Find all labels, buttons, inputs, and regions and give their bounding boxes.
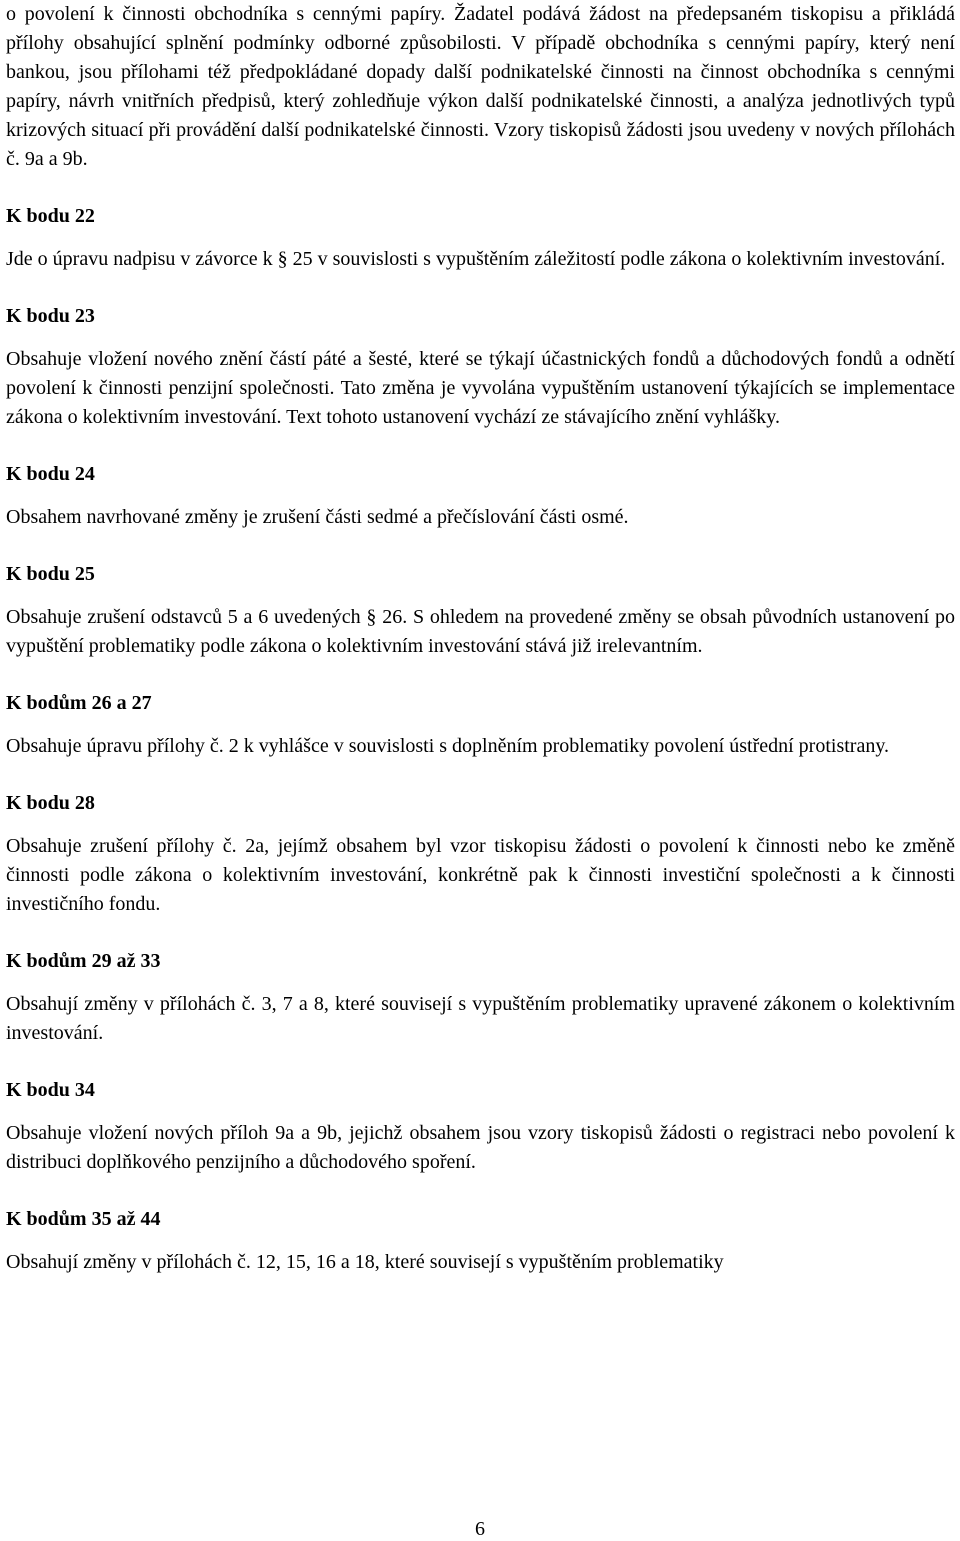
section-paragraph: Obsahují změny v přílohách č. 3, 7 a 8, které souvisejí s vypuštěním problematiky upravené zákonem o kolektivním investování.	[6, 993, 955, 1044]
section-paragraph: Obsahuje zrušení přílohy č. 2a, jejímž obsahem byl vzor tiskopisu žádosti o povolení k činnosti nebo ke změně činnosti podle zákona o kolektivním investování, konkrétně pak k činnosti investiční společnosti a k činnosti investičního fondu.	[6, 835, 955, 915]
section-heading: K bodům 29 až 33	[6, 950, 161, 972]
page-number: 6	[475, 1518, 485, 1540]
section-heading: K bodu 23	[6, 305, 95, 327]
section-paragraph: Obsahuje vložení nových příloh 9a a 9b, jejichž obsahem jsou vzory tiskopisů žádosti o registraci nebo povolení k distribuci doplňkového penzijního a důchodového spoření.	[6, 1122, 955, 1173]
section-paragraph: Obsahuje zrušení odstavců 5 a 6 uvedených § 26. S ohledem na provedené změny se obsah původních ustanovení po vypuštění problematiky podle zákona o kolektivním investování stává již irelevantním.	[6, 606, 955, 657]
section-paragraph: Obsahují změny v přílohách č. 12, 15, 16 a 18, které souvisejí s vypuštěním problematiky	[6, 1251, 724, 1273]
section-paragraph: Obsahem navrhované změny je zrušení části sedmé a přečíslování části osmé.	[6, 506, 629, 528]
intro-paragraph: o povolení k činnosti obchodníka s cennými papíry. Žadatel podává žádost na předepsaném tiskopisu a přikládá přílohy obsahující splnění podmínky odborné způsobilosti. V případě obchodníka s cennými papíry, který není bankou, jsou přílohami též předpokládané dopady další podnikatelské činnosti na činnost obchodníka s cennými papíry, návrh vnitřních předpisů, který zohledňuje výkon další podnikatelské činnosti, a analýza jednotlivých typů krizových situací při provádění další podnikatelské činnosti. Vzory tiskopisů žádosti jsou uvedeny v nových přílohách č. 9a a 9b.	[6, 3, 955, 170]
section-heading: K bodu 34	[6, 1079, 95, 1101]
section-heading: K bodům 26 a 27	[6, 692, 152, 714]
section-heading: K bodu 24	[6, 463, 95, 485]
section-heading: K bodu 22	[6, 205, 95, 227]
section-paragraph: Obsahuje vložení nového znění částí páté a šesté, které se týkají účastnických fondů a důchodových fondů a odnětí povolení k činnosti penzijní společnosti. Tato změna je vyvolána vypuštěním ustanovení týkajících se implementace zákona o kolektivním investování. Text tohoto ustanovení vychází ze stávajícího znění vyhlášky.	[6, 348, 955, 428]
section-paragraph: Obsahuje úpravu přílohy č. 2 k vyhlášce v souvislosti s doplněním problematiky povolení ústřední protistrany.	[6, 735, 890, 757]
section-heading: K bodům 35 až 44	[6, 1208, 161, 1230]
document-page	[6, 0, 955, 1277]
section-heading: K bodu 25	[6, 563, 95, 585]
section-paragraph: Jde o úpravu nadpisu v závorce k § 25 v souvislosti s vypuštěním záležitostí podle zákona o kolektivním investování.	[6, 248, 946, 270]
section-heading: K bodu 28	[6, 792, 95, 814]
